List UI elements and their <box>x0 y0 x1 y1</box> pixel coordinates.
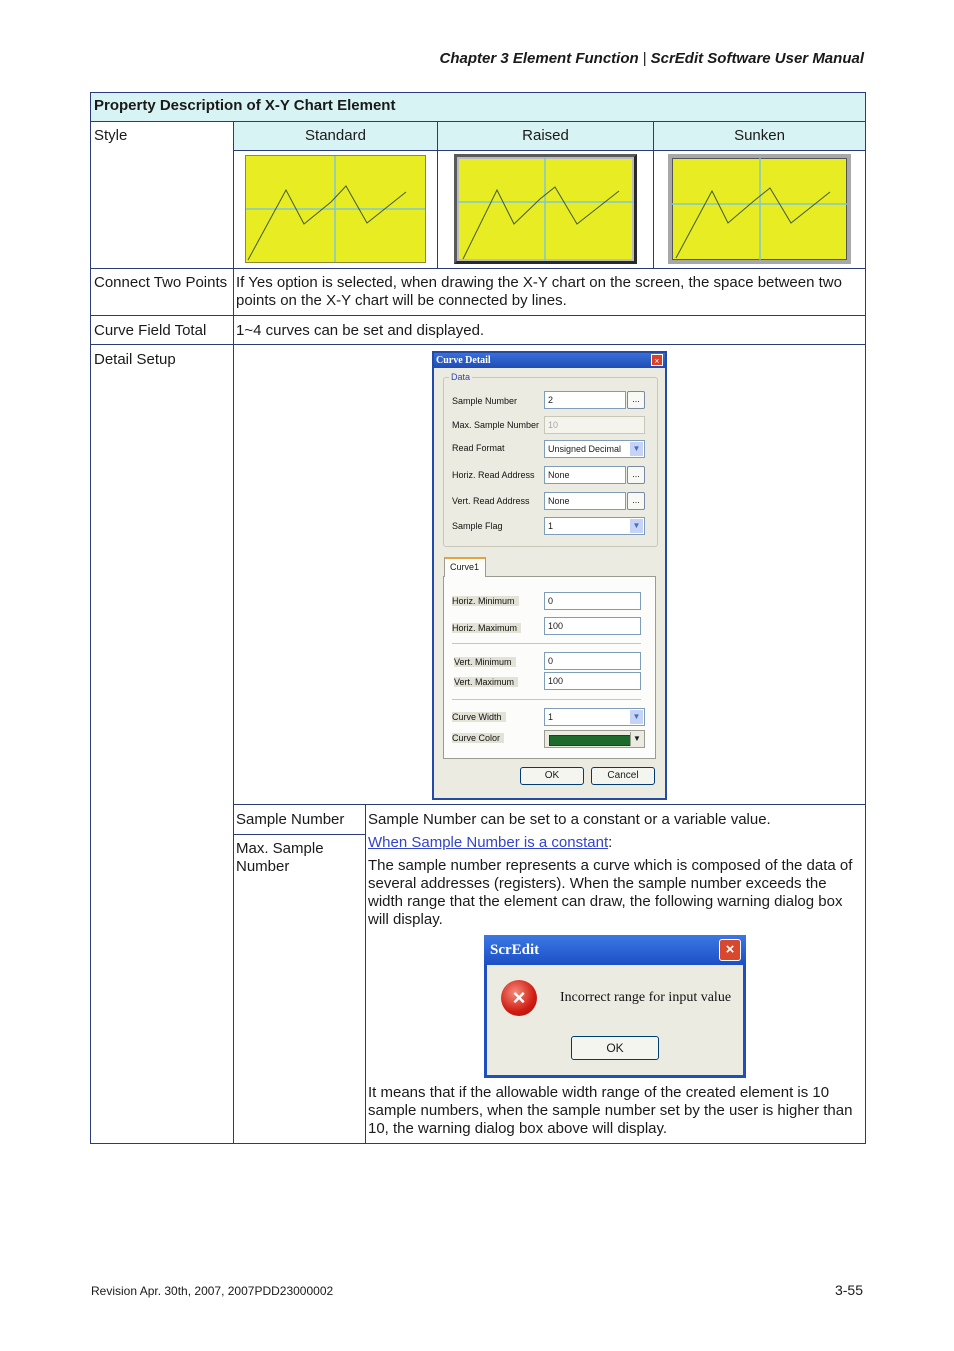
curve-field-total-description: 1~4 curves can be set and displayed. <box>233 315 866 345</box>
footer-revision: Revision Apr. 30th, 2007, 2007PDD23000002 <box>91 1284 334 1298</box>
manual-title: ScrEdit Software User Manual <box>650 50 864 67</box>
detail-setup-label: Detail Setup <box>90 344 234 1144</box>
read-format-select[interactable] <box>544 440 645 458</box>
vert-read-address-browse-button[interactable]: ... <box>627 492 645 510</box>
error-dialog-title: ScrEdit <box>490 942 540 958</box>
scredit-error-dialog <box>484 935 746 1078</box>
style-label: Style <box>90 121 234 269</box>
raised-chart-graphic <box>457 157 634 261</box>
raised-chart-thumbnail <box>454 154 637 264</box>
cancel-button[interactable]: Cancel <box>591 767 655 785</box>
connect-two-points-description: If Yes option is selected, when drawing the X-Y chart on the screen, the space between two points on the X-Y chart will be connected by lines. <box>233 268 866 316</box>
max-sample-number-row-label: Max. Sample Number <box>233 834 366 1144</box>
horiz-minimum-label: Horiz. Minimum <box>452 596 519 606</box>
chevron-down-icon[interactable]: ▼ <box>630 442 643 456</box>
curve-color-label: Curve Color <box>452 733 504 743</box>
style-sunken-header: Sunken <box>653 121 866 151</box>
style-standard-header: Standard <box>233 121 438 151</box>
curve-detail-titlebar <box>434 353 665 368</box>
horiz-maximum-label: Horiz. Maximum <box>452 623 521 633</box>
error-ok-button[interactable]: OK <box>571 1036 659 1060</box>
sunken-chart-thumbnail <box>668 154 851 264</box>
max-sample-number-input: 10 <box>544 416 645 434</box>
sample-number-paragraph-1: The sample number represents a curve which is composed of the data of several addresses (registers). When the sample number exceeds the width range that the element can draw, the following warning dialog box will display. <box>368 857 853 928</box>
error-dialog-titlebar <box>484 935 746 965</box>
chevron-down-icon[interactable]: ▼ <box>630 519 643 533</box>
sample-flag-label: Sample Flag <box>452 521 503 531</box>
chapter-title: Chapter 3 Element Function <box>439 50 639 67</box>
chevron-down-icon[interactable]: ▼ <box>630 710 643 724</box>
connect-two-points-label: Connect Two Points <box>90 268 234 316</box>
sample-number-paragraph-2: It means that if the allowable width range of the created element is 10 sample numbers, when the sample number set by the user is higher than 10, the warning dialog box above will display. <box>368 1084 853 1137</box>
sample-flag-select[interactable] <box>544 517 645 535</box>
page-header <box>439 50 864 67</box>
curve-color-picker[interactable] <box>544 730 645 748</box>
error-message: Incorrect range for input value <box>560 990 732 1005</box>
horiz-read-address-label: Horiz. Read Address <box>452 470 535 480</box>
curve-width-select[interactable] <box>544 708 645 726</box>
standard-chart-thumbnail <box>245 155 426 263</box>
vert-minimum-label: Vert. Minimum <box>454 657 516 667</box>
vert-minimum-input[interactable]: 0 <box>544 652 641 670</box>
standard-chart-graphic <box>246 156 425 262</box>
horiz-maximum-input[interactable]: 100 <box>544 617 641 635</box>
header-separator: | <box>642 50 647 67</box>
sunken-chart-graphic <box>672 158 847 260</box>
data-group-legend: Data <box>451 372 471 382</box>
sample-number-intro: Sample Number can be set to a constant or a variable value. <box>368 811 771 828</box>
close-icon[interactable]: × <box>719 939 741 961</box>
max-sample-number-label: Max. Sample Number <box>452 420 540 430</box>
sample-flag-value: 1 <box>548 521 554 531</box>
curve-detail-title: Curve Detail <box>436 355 491 366</box>
horiz-minimum-input[interactable]: 0 <box>544 592 641 610</box>
page-number: 3-55 <box>834 1282 863 1298</box>
constant-colon: : <box>608 834 613 851</box>
chevron-down-icon[interactable]: ▼ <box>630 732 643 746</box>
vert-read-address-input[interactable]: None <box>544 492 626 510</box>
vert-read-address-label: Vert. Read Address <box>452 496 530 506</box>
vert-maximum-input[interactable]: 100 <box>544 672 641 690</box>
sample-number-input[interactable]: 2 <box>544 391 626 409</box>
divider <box>452 699 641 700</box>
curve-width-value: 1 <box>548 712 554 722</box>
vert-maximum-label: Vert. Maximum <box>454 677 518 687</box>
style-raised-header: Raised <box>437 121 654 151</box>
read-format-value: Unsigned Decimal <box>548 444 622 454</box>
table-title: Property Description of X-Y Chart Element <box>90 92 866 122</box>
sample-number-browse-button[interactable]: ... <box>627 391 645 409</box>
constant-heading <box>368 834 612 852</box>
close-icon[interactable]: × <box>651 354 663 366</box>
sample-number-row-label: Sample Number <box>233 804 366 835</box>
divider <box>452 643 641 644</box>
curve-field-total-label: Curve Field Total <box>90 315 234 345</box>
ok-button[interactable]: OK <box>520 767 584 785</box>
constant-link[interactable]: When Sample Number is a constant <box>368 834 609 851</box>
sample-number-label: Sample Number <box>452 396 518 406</box>
horiz-read-address-input[interactable]: None <box>544 466 626 484</box>
error-icon: × <box>501 980 537 1016</box>
curve-color-swatch <box>549 735 631 746</box>
curve-width-label: Curve Width <box>452 712 506 722</box>
tab-curve1[interactable]: Curve1 <box>444 557 486 577</box>
read-format-label: Read Format <box>452 443 505 453</box>
horiz-read-address-browse-button[interactable]: ... <box>627 466 645 484</box>
